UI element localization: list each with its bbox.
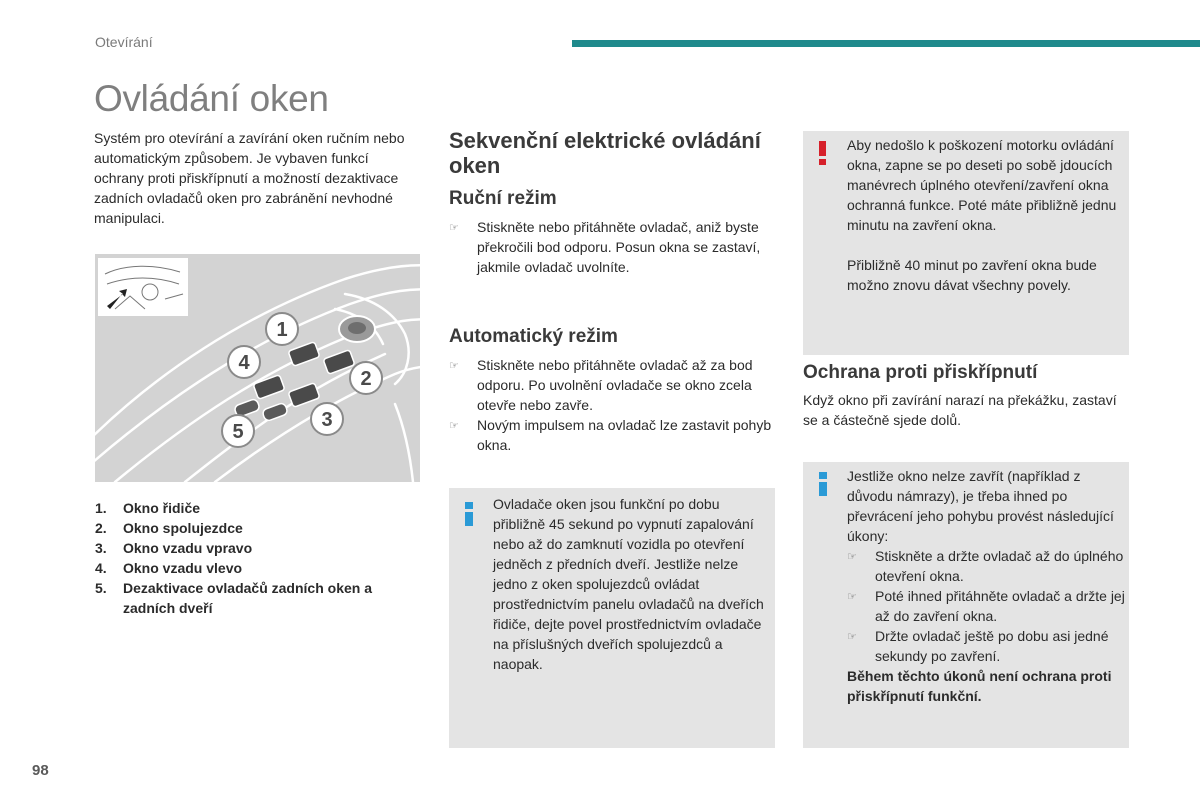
legend-item: 4. Okno vzadu vlevo — [95, 560, 243, 576]
page-title: Ovládání oken — [94, 78, 329, 119]
info-note-warning-bold: Během těchto úkonů není ochrana proti přiskřípnutí funkční. — [847, 668, 1112, 704]
hand-pointer-icon: ☞ — [847, 631, 857, 643]
automatic-mode-bullets — [449, 355, 777, 455]
bullet-item: ☞ Stiskněte a držte ovladač až do úplného otevření okna. — [847, 548, 1124, 584]
hand-pointer-icon: ☞ — [449, 420, 459, 432]
callout-1-label: 1 — [276, 319, 288, 341]
legend-item: 5. Dezaktivace ovladačů zadních oken a zadních dveří — [95, 580, 372, 616]
window-switch-illustration — [95, 254, 420, 482]
bullet-item: ☞ Stiskněte nebo přitáhněte ovladač, aniž byste překročili bod odporu. Posun okna se zastaví, jakmile ovladač uvolníte. — [449, 219, 761, 275]
callout-3 — [311, 403, 343, 435]
callout-2 — [350, 362, 382, 394]
running-header: Otevírání — [95, 34, 153, 50]
info-note-timing: Ovladače oken jsou funkční po dobu přibližně 45 sekund po vypnutí zapalování nebo až do zamknutí vozidla po otevření jedněch z předních dveří. Jestliže nelze jedno z oken spolujezdců ovládat prostřednictvím panelu ovladačů na dveřích řidiče, dejte povel prostřednictvím ovladače na příslušných dveřích spolujezdců a naopak. — [449, 488, 775, 748]
callout-5 — [222, 415, 254, 447]
anti-pinch-heading: Ochrana proti přiskřípnutí — [803, 362, 1038, 383]
manual-mode-bullets — [449, 217, 777, 277]
bullet-item: ☞ Držte ovladač ještě po dobu asi jedné sekundy po zavření. — [847, 628, 1109, 664]
intro-paragraph: Systém pro otevírání a zavírání oken ručním nebo automatickým způsobem. Je vybaven funkcí ochrany proti přiskřípnutí a možností dezaktivace zadních ovladačů oken pro zabránění nevhodné manipulaci. — [94, 130, 405, 226]
callout-3-label: 3 — [321, 409, 333, 431]
callout-layer — [95, 254, 420, 482]
hand-pointer-icon: ☞ — [449, 222, 459, 234]
callout-1 — [266, 313, 298, 345]
callout-2-label: 2 — [360, 368, 372, 390]
legend-item: 3. Okno vzadu vpravo — [95, 540, 253, 556]
hand-pointer-icon: ☞ — [449, 360, 459, 372]
bullet-item: ☞ Novým impulsem na ovladač lze zastavit pohyb okna. — [449, 417, 772, 453]
legend-item: 1. Okno řidiče — [95, 500, 201, 516]
sequential-control-heading: Sekvenční elektrické ovládání oken — [449, 128, 761, 178]
figure-legend — [95, 498, 425, 618]
hand-pointer-icon: ☞ — [847, 551, 857, 563]
callout-4-label: 4 — [238, 352, 250, 374]
bullet-item: ☞ Stiskněte nebo přitáhněte ovladač až za bod odporu. Po uvolnění ovladače se okno zcela otevře nebo zavře. — [449, 357, 753, 413]
header-accent-rule — [572, 40, 1200, 47]
warning-note-motor: Aby nedošlo k poškození motorku ovládání okna, zapne se po deseti po sobě jdoucích manévrech úplného otevření/zavření okna ochranná funkce. Poté máte přibližně jednu minutu na zavření okna. Přibližně 40 minut po zavření okna bude možno znovu dávat všechny povely. — [803, 131, 1129, 355]
automatic-mode-heading: Automatický režim — [449, 326, 618, 347]
info-note-anti-pinch — [803, 462, 1129, 748]
legend-item: 2. Okno spolujezdce — [95, 520, 243, 536]
manual-mode-heading: Ruční režim — [449, 188, 557, 209]
page-number: 98 — [32, 762, 49, 779]
callout-5-label: 5 — [232, 421, 244, 443]
anti-pinch-text: Když okno při zavírání narazí na překážku, zastaví se a částečně sjede dolů. — [803, 392, 1117, 428]
hand-pointer-icon: ☞ — [847, 591, 857, 603]
info-note-intro: Jestliže okno nelze zavřít (například z důvodu námrazy), je třeba ihned po převrácení jeho pohybu provést následující úkony: — [847, 468, 1114, 544]
bullet-item: ☞ Poté ihned přitáhněte ovladač a držte jej až do zavření okna. — [847, 588, 1125, 624]
callout-4 — [228, 346, 260, 378]
